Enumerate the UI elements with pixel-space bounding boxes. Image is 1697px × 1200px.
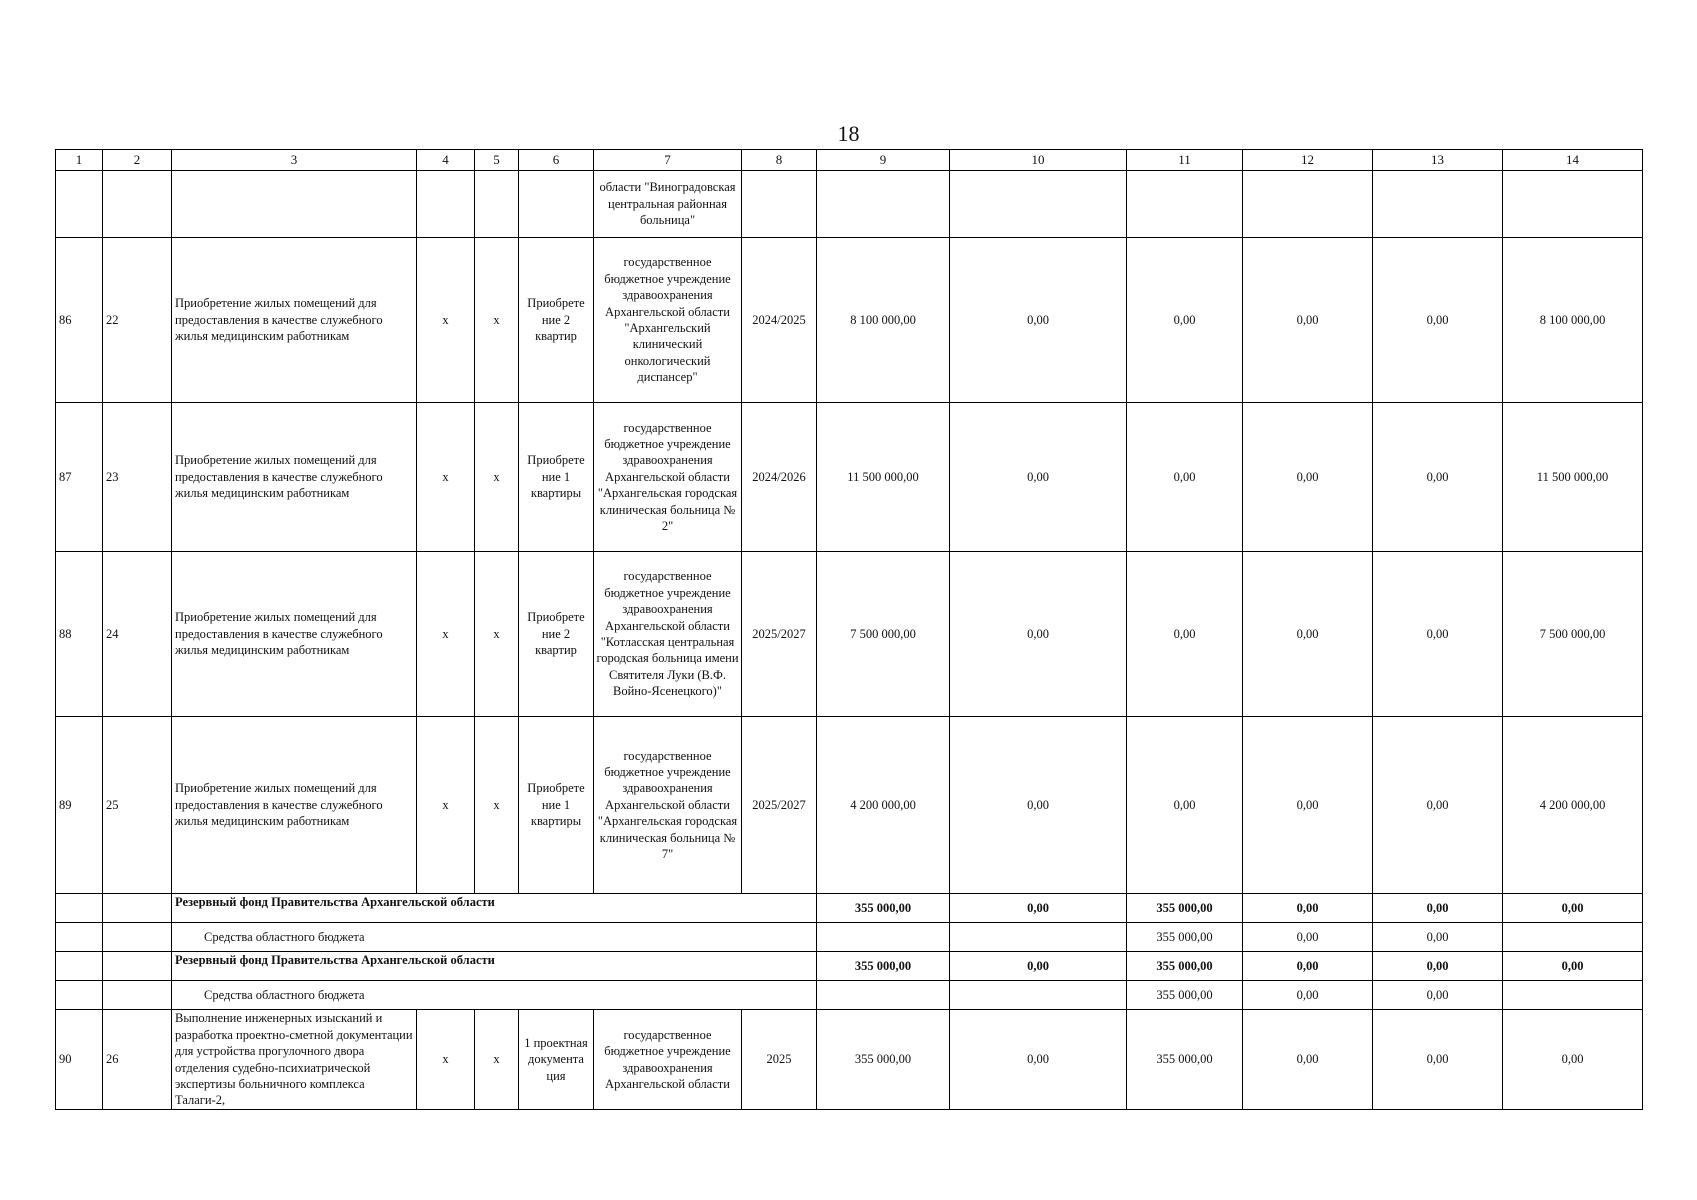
amount-cell: 0,00	[1373, 403, 1503, 552]
amount-cell: 0,00	[1243, 923, 1373, 952]
amount-cell: 0,00	[1503, 894, 1643, 923]
summary-row	[56, 952, 1643, 981]
amount-cell: 0,00	[950, 894, 1127, 923]
mark-cell: x	[475, 403, 519, 552]
table-row	[56, 403, 1643, 552]
period-cell: 2024/2025	[742, 238, 817, 403]
amount-cell: 8 100 000,00	[1503, 238, 1643, 403]
column-header: 9	[817, 150, 950, 171]
amount-cell: 355 000,00	[1127, 981, 1243, 1010]
mark-cell: x	[475, 1010, 519, 1110]
table-row	[56, 238, 1643, 403]
amount-cell: 0,00	[1243, 717, 1373, 894]
amount-cell: 0,00	[1503, 952, 1643, 981]
mark-cell: x	[475, 717, 519, 894]
mark-cell: x	[417, 403, 475, 552]
row-number: 90	[56, 1010, 103, 1110]
row-number: 87	[56, 403, 103, 552]
item-number: 25	[103, 717, 172, 894]
column-header: 11	[1127, 150, 1243, 171]
amount-cell: 0,00	[950, 552, 1127, 717]
amount-cell: 355 000,00	[1127, 1010, 1243, 1110]
organization-cell: области "Виноградовская центральная районная больница"	[594, 171, 742, 238]
column-header: 14	[1503, 150, 1643, 171]
column-header: 13	[1373, 150, 1503, 171]
budget-label: Средства областного бюджета	[172, 923, 817, 952]
amount-cell: 0,00	[1373, 952, 1503, 981]
amount-cell: 0,00	[1127, 552, 1243, 717]
item-name: Приобретение жилых помещений для предоставления в качестве служебного жилья медицинским работникам	[172, 238, 417, 403]
column-header: 4	[417, 150, 475, 171]
amount-cell: 0,00	[1373, 894, 1503, 923]
page-number: 18	[837, 121, 860, 146]
result-cell: Приобрете ние 1 квартиры	[519, 717, 594, 894]
row-number: 86	[56, 238, 103, 403]
organization-cell: государственное бюджетное учреждение здравоохранения Архангельской области "Архангельская городская клиническая больница № 2"	[594, 403, 742, 552]
amount-cell: 0,00	[1373, 923, 1503, 952]
row-number: 89	[56, 717, 103, 894]
amount-cell: 11 500 000,00	[1503, 403, 1643, 552]
item-name: Приобретение жилых помещений для предоставления в качестве служебного жилья медицинским работникам	[172, 403, 417, 552]
column-header: 7	[594, 150, 742, 171]
organization-cell: государственное бюджетное учреждение здравоохранения Архангельской области "Архангельский клинический онкологический диспансер"	[594, 238, 742, 403]
amount-cell: 0,00	[1373, 552, 1503, 717]
amount-cell: 355 000,00	[817, 894, 950, 923]
organization-cell: государственное бюджетное учреждение здравоохранения Архангельской области "Котласская центральная городская больница имени Святителя Луки (В.Ф. Войно-Ясенецкого)"	[594, 552, 742, 717]
item-number: 22	[103, 238, 172, 403]
amount-cell: 0,00	[1243, 403, 1373, 552]
item-number: 24	[103, 552, 172, 717]
column-header: 1	[56, 150, 103, 171]
amount-cell: 0,00	[1373, 238, 1503, 403]
column-header: 8	[742, 150, 817, 171]
amount-cell: 7 500 000,00	[817, 552, 950, 717]
result-cell: 1 проектная документа ция	[519, 1010, 594, 1110]
amount-cell: 0,00	[950, 717, 1127, 894]
column-header: 5	[475, 150, 519, 171]
item-name: Приобретение жилых помещений для предоставления в качестве служебного жилья медицинским работникам	[172, 552, 417, 717]
mark-cell: x	[417, 1010, 475, 1110]
amount-cell: 0,00	[950, 1010, 1127, 1110]
amount-cell: 0,00	[950, 403, 1127, 552]
amount-cell: 4 200 000,00	[817, 717, 950, 894]
amount-cell: 0,00	[1243, 552, 1373, 717]
amount-cell: 11 500 000,00	[817, 403, 950, 552]
amount-cell: 0,00	[1127, 717, 1243, 894]
period-cell: 2025	[742, 1010, 817, 1110]
amount-cell: 0,00	[1503, 1010, 1643, 1110]
period-cell: 2025/2027	[742, 717, 817, 894]
mark-cell: x	[475, 238, 519, 403]
item-name: Приобретение жилых помещений для предоставления в качестве служебного жилья медицинским работникам	[172, 717, 417, 894]
result-cell: Приобрете ние 2 квартир	[519, 238, 594, 403]
period-cell: 2025/2027	[742, 552, 817, 717]
column-header: 2	[103, 150, 172, 171]
row-number: 88	[56, 552, 103, 717]
summary-row	[56, 894, 1643, 923]
budget-row	[56, 923, 1643, 952]
table-row	[56, 717, 1643, 894]
column-header: 6	[519, 150, 594, 171]
mark-cell: x	[417, 552, 475, 717]
result-cell: Приобрете ние 1 квартиры	[519, 403, 594, 552]
amount-cell: 355 000,00	[817, 952, 950, 981]
summary-title: Резервный фонд Правительства Архангельской области	[172, 952, 817, 981]
period-cell: 2024/2026	[742, 403, 817, 552]
column-number-row	[56, 150, 1643, 171]
amount-cell: 355 000,00	[1127, 894, 1243, 923]
program-table	[55, 149, 1643, 1110]
amount-cell: 0,00	[1127, 238, 1243, 403]
organization-cell: государственное бюджетное учреждение здравоохранения Архангельской области "Архангельская городская клиническая больница № 7"	[594, 717, 742, 894]
item-name: Выполнение инженерных изысканий и разработка проектно-сметной документации для устройства прогулочного двора отделения судебно-психиатрической экспертизы больничного комплекса Талаги-2,	[172, 1010, 417, 1110]
continuation-row	[56, 171, 1643, 238]
amount-cell: 355 000,00	[817, 1010, 950, 1110]
amount-cell: 0,00	[1373, 981, 1503, 1010]
mark-cell: x	[475, 552, 519, 717]
amount-cell: 8 100 000,00	[817, 238, 950, 403]
amount-cell: 355 000,00	[1127, 952, 1243, 981]
amount-cell: 4 200 000,00	[1503, 717, 1643, 894]
amount-cell: 0,00	[1243, 894, 1373, 923]
amount-cell: 0,00	[1373, 717, 1503, 894]
amount-cell: 0,00	[950, 952, 1127, 981]
table-row	[56, 552, 1643, 717]
column-header: 3	[172, 150, 417, 171]
mark-cell: x	[417, 717, 475, 894]
amount-cell: 0,00	[1243, 952, 1373, 981]
mark-cell: x	[417, 238, 475, 403]
item-number: 26	[103, 1010, 172, 1110]
amount-cell: 0,00	[1243, 981, 1373, 1010]
budget-label: Средства областного бюджета	[172, 981, 817, 1010]
amount-cell: 0,00	[950, 238, 1127, 403]
amount-cell: 0,00	[1243, 238, 1373, 403]
table-row	[56, 1010, 1643, 1110]
summary-title: Резервный фонд Правительства Архангельской области	[172, 894, 817, 923]
result-cell: Приобрете ние 2 квартир	[519, 552, 594, 717]
budget-row	[56, 981, 1643, 1010]
item-number: 23	[103, 403, 172, 552]
column-header: 10	[950, 150, 1127, 171]
amount-cell: 0,00	[1373, 1010, 1503, 1110]
amount-cell: 0,00	[1127, 403, 1243, 552]
amount-cell: 355 000,00	[1127, 923, 1243, 952]
column-header: 12	[1243, 150, 1373, 171]
organization-cell: государственное бюджетное учреждение здравоохранения Архангельской области	[594, 1010, 742, 1110]
amount-cell: 7 500 000,00	[1503, 552, 1643, 717]
amount-cell: 0,00	[1243, 1010, 1373, 1110]
